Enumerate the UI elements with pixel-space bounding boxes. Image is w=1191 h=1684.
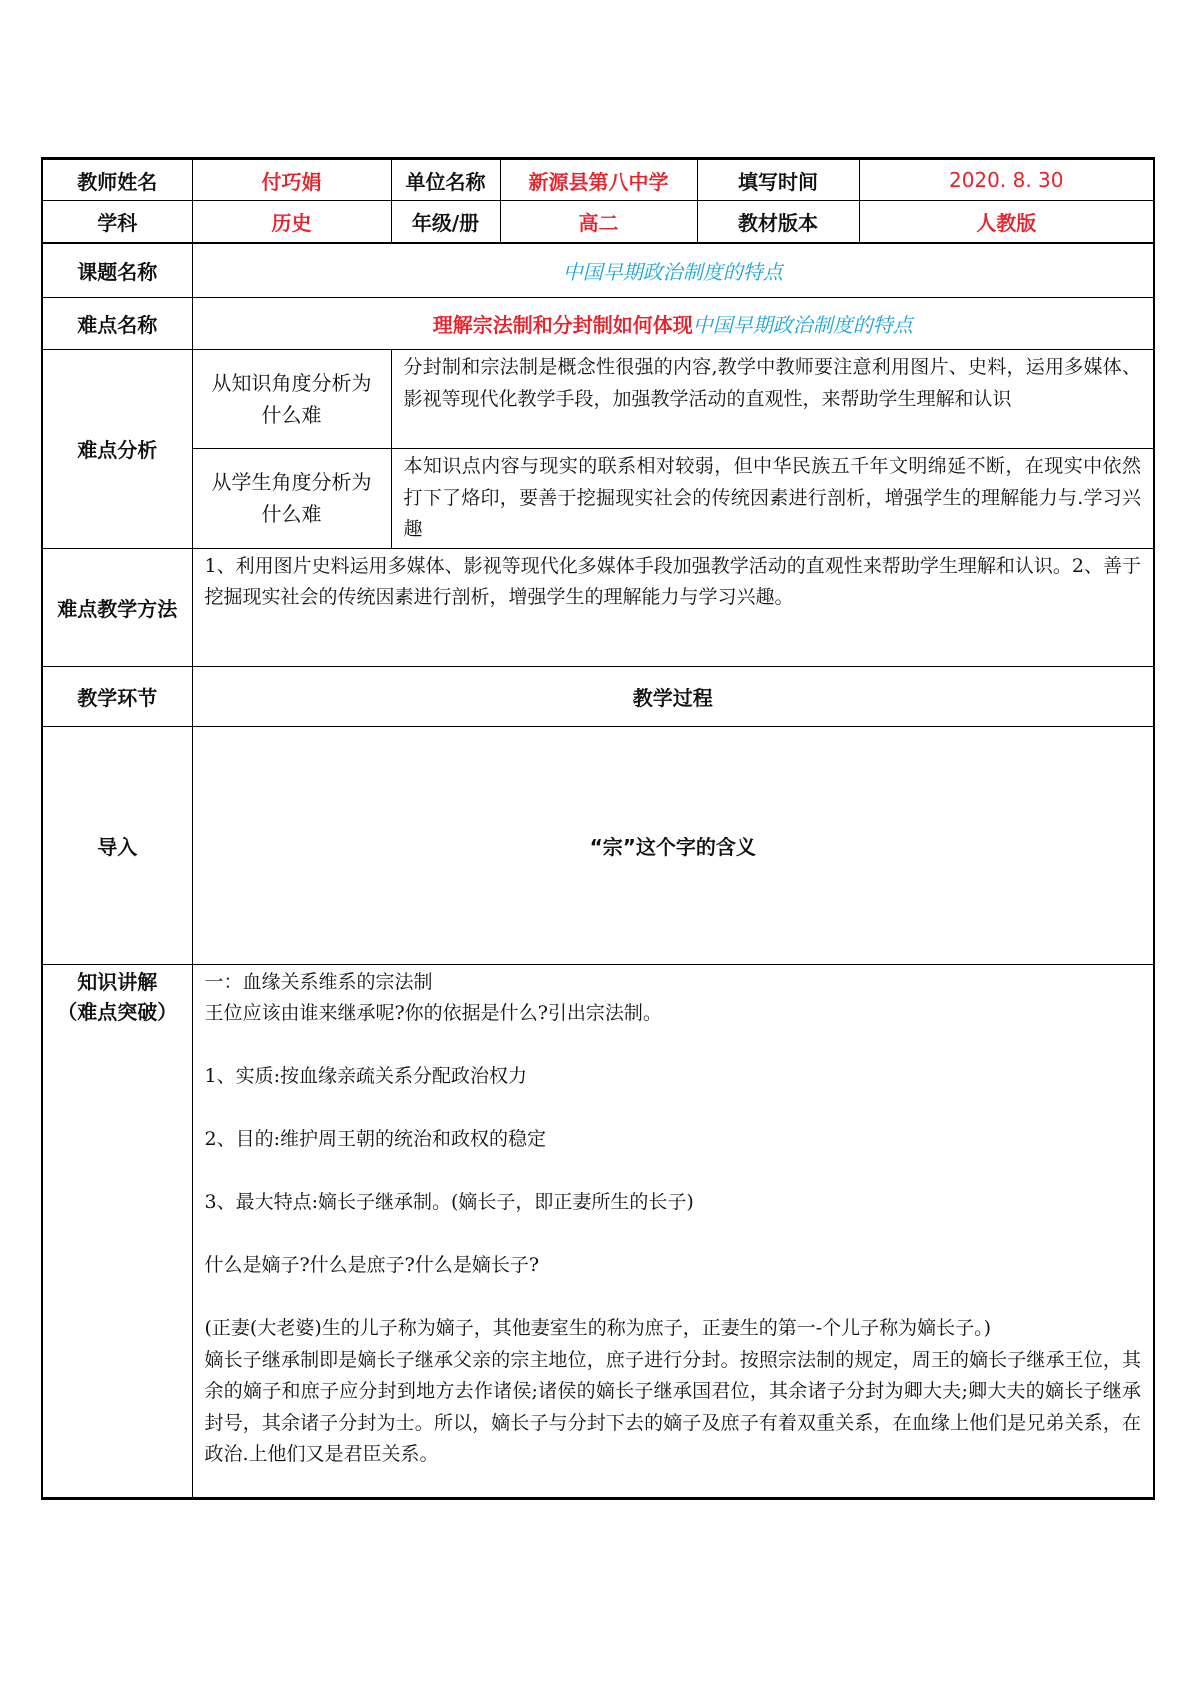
knowledge-angle-label bbox=[192, 350, 391, 449]
analysis-row-student bbox=[42, 449, 1154, 549]
edition-value: 人教版 bbox=[859, 201, 1154, 243]
knowledge-line-6: 什么是嫡子?什么是庶子?什么是嫡长子? bbox=[204, 1254, 540, 1276]
lesson-plan-sheet bbox=[41, 157, 1153, 1500]
knowledge-line-4: 2、目的:维护周王朝的统治和政权的稳定 bbox=[204, 1128, 546, 1150]
fill-date-label: 填写时间 bbox=[697, 159, 859, 201]
student-angle-label-text: 从学生角度分析为什么难 bbox=[211, 470, 372, 527]
process-section-value: 教学过程 bbox=[192, 666, 1154, 726]
lesson-plan-table bbox=[41, 157, 1155, 1500]
grade-value: 高二 bbox=[500, 201, 697, 243]
spacer bbox=[205, 1093, 1142, 1125]
teacher-name-value: 付巧娟 bbox=[192, 159, 391, 201]
knowledge-line-7: (正妻(大老婆)生的儿子称为嫡子，其他妻室生的称为庶子，正妻生的第一-个儿子称为嫡长子。) bbox=[204, 1317, 992, 1339]
analysis-label: 难点分析 bbox=[42, 350, 192, 549]
student-angle-label bbox=[192, 449, 391, 549]
fill-date-value: 2020. 8. 30 bbox=[859, 159, 1154, 201]
spacer bbox=[205, 1030, 1142, 1062]
knowledge-line-3: 1、实质:按血缘亲疏关系分配政治权力 bbox=[204, 1065, 527, 1087]
subject-value: 历史 bbox=[192, 201, 391, 243]
knowledge-row bbox=[42, 964, 1154, 1498]
difficulty-value-red: 理解宗法制和分封制如何体现 bbox=[432, 313, 693, 337]
difficulty-value bbox=[192, 298, 1154, 350]
knowledge-label-line2: （难点突破） bbox=[57, 999, 178, 1024]
topic-label: 课题名称 bbox=[42, 243, 192, 298]
intro-label: 导入 bbox=[42, 726, 192, 964]
topic-value: 中国早期政治制度的特点 bbox=[192, 243, 1154, 298]
topic-row bbox=[42, 243, 1154, 298]
subject-label: 学科 bbox=[42, 201, 192, 243]
difficulty-value-blue: 中国早期政治制度的特点 bbox=[692, 313, 913, 337]
knowledge-content bbox=[192, 964, 1154, 1498]
spacer bbox=[205, 1219, 1142, 1251]
difficulty-row bbox=[42, 298, 1154, 350]
method-label: 难点教学方法 bbox=[42, 548, 192, 666]
difficulty-label: 难点名称 bbox=[42, 298, 192, 350]
student-angle-text: 本知识点内容与现实的联系相对较弱，但中华民族五千年文明绵延不断，在现实中依然打下了烙印，要善于挖掘现实社会的传统因素进行剖析，增强学生的理解能力与.学习兴趣 bbox=[391, 449, 1154, 549]
teacher-name-label: 教师姓名 bbox=[42, 159, 192, 201]
intro-value: “宗”这个字的含义 bbox=[192, 726, 1154, 964]
unit-name-label: 单位名称 bbox=[391, 159, 500, 201]
knowledge-line-1: 一：血缘关系维系的宗法制 bbox=[204, 970, 433, 993]
analysis-row-knowledge bbox=[42, 350, 1154, 449]
header-row-2 bbox=[42, 201, 1154, 243]
knowledge-angle-text: 分封制和宗法制是概念性很强的内容,教学中教师要注意利用图片、史料，运用多媒体、影视等现代化教学手段，加强教学活动的直观性，来帮助学生理解和认识 bbox=[391, 350, 1154, 449]
knowledge-label-line1: 知识讲解 bbox=[77, 969, 158, 994]
intro-row bbox=[42, 726, 1154, 964]
knowledge-line-8: 嫡长子继承制即是嫡长子继承父亲的宗主地位，庶子进行分封。按照宗法制的规定，周王的嫡长子继承王位，其余的嫡子和庶子应分封到地方去作诸侯;诸侯的嫡长子继承国君位，其余诸子分封为卿大夫;卿大夫的嫡长子继承封号，其余诸子分封为士。所以，嫡长子与分封下去的嫡子及庶子有着双重关系，在血缘上他们是兄弟关系，在政治.上他们又是君臣关系。 bbox=[204, 1348, 1141, 1465]
process-header-row bbox=[42, 666, 1154, 726]
spacer bbox=[205, 1156, 1142, 1188]
method-text: 1、利用图片史料运用多媒体、影视等现代化多媒体手段加强教学活动的直观性来帮助学生理解和认识。2、善于挖掘现实社会的传统因素进行剖析，增强学生的理解能力与学习兴趣。 bbox=[192, 548, 1154, 666]
knowledge-line-5: 3、最大特点:嫡长子继承制。(嫡长子，即正妻所生的长子) bbox=[204, 1191, 694, 1213]
spacer bbox=[205, 1282, 1142, 1314]
knowledge-angle-label-text: 从知识角度分析为什么难 bbox=[211, 371, 372, 427]
knowledge-label bbox=[42, 964, 192, 1498]
knowledge-line-2: 王位应该由谁来继承呢?你的依据是什么?引出宗法制。 bbox=[204, 1002, 662, 1024]
grade-label: 年级/册 bbox=[391, 201, 500, 243]
method-row bbox=[42, 548, 1154, 666]
process-section-label: 教学环节 bbox=[42, 666, 192, 726]
unit-name-value: 新源县第八中学 bbox=[500, 159, 697, 201]
header-row-1 bbox=[42, 159, 1154, 201]
edition-label: 教材版本 bbox=[697, 201, 859, 243]
